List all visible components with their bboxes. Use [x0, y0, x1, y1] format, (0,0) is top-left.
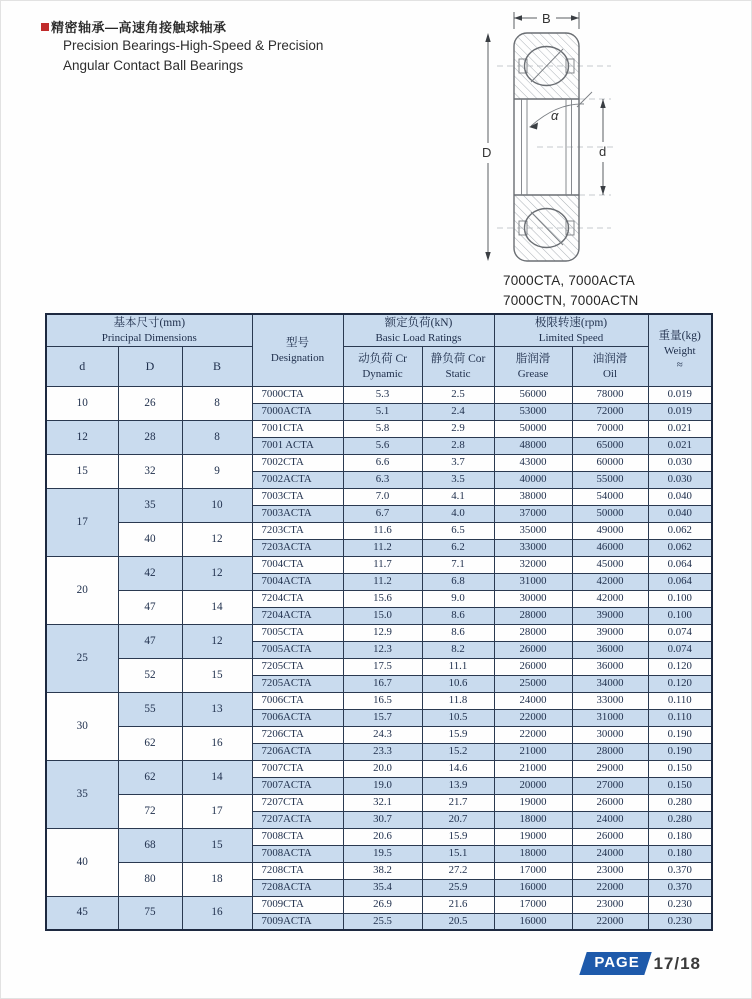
cell-oil-speed: 22000 — [572, 879, 648, 896]
cell-oil-speed: 46000 — [572, 539, 648, 556]
cell-dynamic-load: 32.1 — [343, 794, 422, 811]
cell-oil-speed: 39000 — [572, 607, 648, 624]
cell-bore-diameter: 15 — [46, 454, 118, 488]
cell-grease-speed: 38000 — [494, 488, 572, 505]
title-block — [41, 17, 323, 76]
cell-weight: 0.120 — [648, 675, 712, 692]
cell-weight: 0.230 — [648, 896, 712, 913]
diagram-caption-line2: 7000CTN, 7000ACTN — [503, 293, 639, 308]
cell-grease-speed: 18000 — [494, 811, 572, 828]
cell-designation: 7005ACTA — [252, 641, 343, 658]
cell-dynamic-load: 20.0 — [343, 760, 422, 777]
cell-designation: 7004ACTA — [252, 573, 343, 590]
cell-grease-speed: 31000 — [494, 573, 572, 590]
cell-grease-speed: 37000 — [494, 505, 572, 522]
cell-static-load: 25.9 — [422, 879, 494, 896]
cell-static-load: 15.1 — [422, 845, 494, 862]
cell-grease-speed: 21000 — [494, 760, 572, 777]
cell-dynamic-load: 23.3 — [343, 743, 422, 760]
cell-weight: 0.150 — [648, 777, 712, 794]
cell-grease-speed: 48000 — [494, 437, 572, 454]
cell-static-load: 21.7 — [422, 794, 494, 811]
cell-weight: 0.370 — [648, 879, 712, 896]
cell-outer-diameter: 72 — [118, 794, 182, 828]
cell-dynamic-load: 19.0 — [343, 777, 422, 794]
cell-oil-speed: 50000 — [572, 505, 648, 522]
cell-dynamic-load: 5.6 — [343, 437, 422, 454]
cell-grease-speed: 16000 — [494, 879, 572, 896]
cell-bore-diameter: 25 — [46, 624, 118, 692]
cell-weight: 0.120 — [648, 658, 712, 675]
col-oil-speed: 油润滑 Oil — [572, 346, 648, 386]
cell-designation: 7008CTA — [252, 828, 343, 845]
table-row — [46, 624, 712, 641]
cell-width: 8 — [182, 420, 252, 454]
cell-grease-speed: 21000 — [494, 743, 572, 760]
cell-oil-speed: 65000 — [572, 437, 648, 454]
cell-grease-speed: 50000 — [494, 420, 572, 437]
table-row — [46, 862, 712, 879]
cell-weight: 0.110 — [648, 709, 712, 726]
cell-grease-speed: 17000 — [494, 862, 572, 879]
cell-outer-diameter: 32 — [118, 454, 182, 488]
cell-weight: 0.019 — [648, 403, 712, 420]
cell-designation: 7206ACTA — [252, 743, 343, 760]
cell-designation: 7203ACTA — [252, 539, 343, 556]
cell-weight: 0.021 — [648, 437, 712, 454]
cell-dynamic-load: 11.2 — [343, 539, 422, 556]
cell-oil-speed: 36000 — [572, 658, 648, 675]
col-grease-speed: 脂润滑 Grease — [494, 346, 572, 386]
cell-designation: 7004CTA — [252, 556, 343, 573]
cell-grease-speed: 28000 — [494, 607, 572, 624]
cell-designation: 7208ACTA — [252, 879, 343, 896]
page-title-zh — [41, 17, 323, 36]
cell-oil-speed: 26000 — [572, 794, 648, 811]
bearing-diagram — [441, 3, 752, 311]
cell-dynamic-load: 15.0 — [343, 607, 422, 624]
cell-width: 9 — [182, 454, 252, 488]
cell-weight: 0.370 — [648, 862, 712, 879]
cell-static-load: 11.1 — [422, 658, 494, 675]
cell-width: 16 — [182, 896, 252, 930]
table-row — [46, 794, 712, 811]
cell-static-load: 2.8 — [422, 437, 494, 454]
cell-designation: 7203CTA — [252, 522, 343, 539]
cell-dynamic-load: 12.9 — [343, 624, 422, 641]
spec-table-body — [46, 386, 712, 930]
cell-weight: 0.062 — [648, 522, 712, 539]
cell-oil-speed: 30000 — [572, 726, 648, 743]
cell-dynamic-load: 6.3 — [343, 471, 422, 488]
cell-static-load: 15.9 — [422, 828, 494, 845]
cell-width: 12 — [182, 522, 252, 556]
cell-weight: 0.280 — [648, 794, 712, 811]
cell-grease-speed: 25000 — [494, 675, 572, 692]
cell-width: 10 — [182, 488, 252, 522]
cell-grease-speed: 19000 — [494, 828, 572, 845]
cell-oil-speed: 31000 — [572, 709, 648, 726]
cell-designation: 7204CTA — [252, 590, 343, 607]
col-weight: 重量(kg) Weight ≈ — [648, 314, 712, 386]
cell-static-load: 11.8 — [422, 692, 494, 709]
cell-oil-speed: 24000 — [572, 811, 648, 828]
col-outer-diameter: D — [118, 346, 182, 386]
table-row — [46, 692, 712, 709]
cell-outer-diameter: 80 — [118, 862, 182, 896]
cell-grease-speed: 24000 — [494, 692, 572, 709]
cell-weight: 0.100 — [648, 590, 712, 607]
cell-designation: 7206CTA — [252, 726, 343, 743]
col-group-basic-load-ratings: 额定负荷(kN) Basic Load Ratings — [343, 314, 494, 346]
cell-oil-speed: 39000 — [572, 624, 648, 641]
cell-oil-speed: 72000 — [572, 403, 648, 420]
bullet-square-icon — [41, 23, 49, 31]
cell-designation: 7006CTA — [252, 692, 343, 709]
cell-static-load: 2.4 — [422, 403, 494, 420]
cell-weight: 0.062 — [648, 539, 712, 556]
cell-grease-speed: 35000 — [494, 522, 572, 539]
cell-grease-speed: 22000 — [494, 709, 572, 726]
table-header-row-sub — [46, 346, 712, 386]
cell-weight: 0.064 — [648, 556, 712, 573]
cell-grease-speed: 26000 — [494, 641, 572, 658]
cell-designation: 7207CTA — [252, 794, 343, 811]
cell-bore-diameter: 10 — [46, 386, 118, 420]
cell-oil-speed: 27000 — [572, 777, 648, 794]
cell-designation: 7003ACTA — [252, 505, 343, 522]
cell-static-load: 6.5 — [422, 522, 494, 539]
cell-oil-speed: 34000 — [572, 675, 648, 692]
cell-designation: 7205ACTA — [252, 675, 343, 692]
cell-static-load: 20.7 — [422, 811, 494, 828]
page-badge-label: PAGE — [594, 954, 640, 971]
cell-grease-speed: 30000 — [494, 590, 572, 607]
cell-designation: 7001 ACTA — [252, 437, 343, 454]
cell-static-load: 8.6 — [422, 624, 494, 641]
cell-designation: 7006ACTA — [252, 709, 343, 726]
cell-dynamic-load: 6.7 — [343, 505, 422, 522]
cell-bore-diameter: 35 — [46, 760, 118, 828]
cell-bore-diameter: 20 — [46, 556, 118, 624]
cell-weight: 0.190 — [648, 726, 712, 743]
d-bore-arrow-top — [600, 99, 605, 108]
cell-bore-diameter: 45 — [46, 896, 118, 930]
cell-designation: 7205CTA — [252, 658, 343, 675]
page-number: 17/18 — [653, 953, 701, 973]
cell-designation: 7001CTA — [252, 420, 343, 437]
cell-width: 17 — [182, 794, 252, 828]
cell-dynamic-load: 30.7 — [343, 811, 422, 828]
cell-static-load: 7.1 — [422, 556, 494, 573]
cell-weight: 0.280 — [648, 811, 712, 828]
d-bore-label: d — [599, 144, 607, 159]
table-row — [46, 488, 712, 505]
page-title-zh-text: 精密轴承—高速角接触球轴承 — [51, 20, 227, 35]
cell-width: 12 — [182, 624, 252, 658]
cell-width: 18 — [182, 862, 252, 896]
page-footer — [583, 952, 701, 975]
cell-static-load: 21.6 — [422, 896, 494, 913]
cell-dynamic-load: 5.8 — [343, 420, 422, 437]
cell-bore-diameter: 17 — [46, 488, 118, 556]
cell-designation: 7204ACTA — [252, 607, 343, 624]
col-bore-diameter: d — [46, 346, 118, 386]
cell-grease-speed: 18000 — [494, 845, 572, 862]
cell-weight: 0.019 — [648, 386, 712, 403]
cell-dynamic-load: 15.6 — [343, 590, 422, 607]
cell-grease-speed: 16000 — [494, 913, 572, 930]
cell-bore-diameter: 40 — [46, 828, 118, 896]
table-row — [46, 658, 712, 675]
cell-oil-speed: 54000 — [572, 488, 648, 505]
cell-dynamic-load: 24.3 — [343, 726, 422, 743]
cell-outer-diameter: 40 — [118, 522, 182, 556]
cell-outer-diameter: 52 — [118, 658, 182, 692]
cell-dynamic-load: 7.0 — [343, 488, 422, 505]
cell-oil-speed: 55000 — [572, 471, 648, 488]
page-title-en-line1: Precision Bearings-High-Speed & Precision — [63, 38, 324, 53]
cell-outer-diameter: 55 — [118, 692, 182, 726]
cell-dynamic-load: 6.6 — [343, 454, 422, 471]
d-outer-arrow-bottom — [485, 252, 490, 261]
cell-weight: 0.040 — [648, 488, 712, 505]
cell-oil-speed: 23000 — [572, 896, 648, 913]
cell-outer-diameter: 68 — [118, 828, 182, 862]
cell-static-load: 8.2 — [422, 641, 494, 658]
cell-designation: 7003CTA — [252, 488, 343, 505]
cell-bore-diameter: 12 — [46, 420, 118, 454]
cell-static-load: 15.2 — [422, 743, 494, 760]
cell-designation: 7000ACTA — [252, 403, 343, 420]
col-designation: 型号 Designation — [252, 314, 343, 386]
cell-oil-speed: 28000 — [572, 743, 648, 760]
cell-designation: 7007ACTA — [252, 777, 343, 794]
cell-weight: 0.021 — [648, 420, 712, 437]
table-row — [46, 386, 712, 403]
cell-oil-speed: 23000 — [572, 862, 648, 879]
cell-static-load: 27.2 — [422, 862, 494, 879]
cell-weight: 0.074 — [648, 641, 712, 658]
bearing-cross-section-drawing — [441, 3, 752, 271]
cell-designation: 7207ACTA — [252, 811, 343, 828]
b-arrow-left — [514, 15, 522, 20]
cell-grease-speed: 20000 — [494, 777, 572, 794]
cell-weight: 0.074 — [648, 624, 712, 641]
cell-dynamic-load: 20.6 — [343, 828, 422, 845]
cell-oil-speed: 36000 — [572, 641, 648, 658]
cell-static-load: 4.1 — [422, 488, 494, 505]
cell-outer-diameter: 26 — [118, 386, 182, 420]
cell-outer-diameter: 62 — [118, 760, 182, 794]
cell-dynamic-load: 26.9 — [343, 896, 422, 913]
alpha-label: α — [551, 108, 559, 123]
cell-oil-speed: 49000 — [572, 522, 648, 539]
d-outer-label: D — [482, 145, 492, 160]
cell-oil-speed: 70000 — [572, 420, 648, 437]
cell-static-load: 20.5 — [422, 913, 494, 930]
cell-bore-diameter: 30 — [46, 692, 118, 760]
cell-oil-speed: 24000 — [572, 845, 648, 862]
cell-dynamic-load: 25.5 — [343, 913, 422, 930]
cell-weight: 0.180 — [648, 845, 712, 862]
cell-width: 12 — [182, 556, 252, 590]
cell-grease-speed: 26000 — [494, 658, 572, 675]
cell-designation: 7008ACTA — [252, 845, 343, 862]
cell-dynamic-load: 12.3 — [343, 641, 422, 658]
d-outer-arrow-top — [485, 33, 490, 42]
bearing-spec-table — [45, 313, 713, 931]
cell-oil-speed: 29000 — [572, 760, 648, 777]
cell-dynamic-load: 11.6 — [343, 522, 422, 539]
col-group-limited-speed: 极限转速(rpm) Limited Speed — [494, 314, 648, 346]
cell-outer-diameter: 62 — [118, 726, 182, 760]
cell-static-load: 10.6 — [422, 675, 494, 692]
col-static-load: 静负荷 Cor Static — [422, 346, 494, 386]
cell-oil-speed: 22000 — [572, 913, 648, 930]
table-row — [46, 590, 712, 607]
cell-oil-speed: 60000 — [572, 454, 648, 471]
cell-oil-speed: 42000 — [572, 573, 648, 590]
col-dynamic-load: 动负荷 Cr Dynamic — [343, 346, 422, 386]
table-row — [46, 454, 712, 471]
cell-designation: 7005CTA — [252, 624, 343, 641]
cell-grease-speed: 32000 — [494, 556, 572, 573]
cell-weight: 0.030 — [648, 471, 712, 488]
cell-outer-diameter: 47 — [118, 590, 182, 624]
cell-static-load: 8.6 — [422, 607, 494, 624]
cell-oil-speed: 33000 — [572, 692, 648, 709]
cell-designation: 7000CTA — [252, 386, 343, 403]
cell-static-load: 6.8 — [422, 573, 494, 590]
cell-dynamic-load: 19.5 — [343, 845, 422, 862]
table-row — [46, 522, 712, 539]
col-group-principal-dimensions: 基本尺寸(mm) Principal Dimensions — [46, 314, 252, 346]
cell-designation: 7009ACTA — [252, 913, 343, 930]
cell-grease-speed: 19000 — [494, 794, 572, 811]
table-row — [46, 896, 712, 913]
cell-static-load: 6.2 — [422, 539, 494, 556]
cell-oil-speed: 42000 — [572, 590, 648, 607]
cell-static-load: 2.9 — [422, 420, 494, 437]
cell-static-load: 10.5 — [422, 709, 494, 726]
cell-designation: 7009CTA — [252, 896, 343, 913]
cell-outer-diameter: 42 — [118, 556, 182, 590]
cell-weight: 0.150 — [648, 760, 712, 777]
cell-weight: 0.100 — [648, 607, 712, 624]
cell-dynamic-load: 38.2 — [343, 862, 422, 879]
cell-static-load: 9.0 — [422, 590, 494, 607]
cell-dynamic-load: 15.7 — [343, 709, 422, 726]
cell-dynamic-load: 5.3 — [343, 386, 422, 403]
cell-grease-speed: 28000 — [494, 624, 572, 641]
cell-width: 16 — [182, 726, 252, 760]
table-row — [46, 556, 712, 573]
cell-grease-speed: 17000 — [494, 896, 572, 913]
cell-dynamic-load: 16.5 — [343, 692, 422, 709]
cell-dynamic-load: 11.2 — [343, 573, 422, 590]
cell-width: 14 — [182, 590, 252, 624]
cell-weight: 0.190 — [648, 743, 712, 760]
cell-static-load: 2.5 — [422, 386, 494, 403]
cell-width: 14 — [182, 760, 252, 794]
cell-width: 8 — [182, 386, 252, 420]
cell-outer-diameter: 47 — [118, 624, 182, 658]
cell-weight: 0.040 — [648, 505, 712, 522]
cell-static-load: 14.6 — [422, 760, 494, 777]
table-row — [46, 760, 712, 777]
cell-static-load: 15.9 — [422, 726, 494, 743]
cell-grease-speed: 33000 — [494, 539, 572, 556]
d-bore-arrow-bottom — [600, 186, 605, 195]
cell-weight: 0.030 — [648, 454, 712, 471]
cell-outer-diameter: 75 — [118, 896, 182, 930]
cell-designation: 7002CTA — [252, 454, 343, 471]
cell-grease-speed: 40000 — [494, 471, 572, 488]
cell-dynamic-load: 35.4 — [343, 879, 422, 896]
diagram-caption-line1: 7000CTA, 7000ACTA — [503, 273, 635, 288]
cell-width: 15 — [182, 828, 252, 862]
table-row — [46, 420, 712, 437]
page-title-en-line2: Angular Contact Ball Bearings — [63, 58, 244, 73]
cell-dynamic-load: 5.1 — [343, 403, 422, 420]
cell-grease-speed: 56000 — [494, 386, 572, 403]
cell-weight: 0.230 — [648, 913, 712, 930]
cell-designation: 7208CTA — [252, 862, 343, 879]
cell-outer-diameter: 28 — [118, 420, 182, 454]
cell-weight: 0.180 — [648, 828, 712, 845]
cell-oil-speed: 45000 — [572, 556, 648, 573]
cell-dynamic-load: 16.7 — [343, 675, 422, 692]
table-row — [46, 828, 712, 845]
cell-width: 13 — [182, 692, 252, 726]
cell-dynamic-load: 11.7 — [343, 556, 422, 573]
cell-weight: 0.110 — [648, 692, 712, 709]
cell-static-load: 3.7 — [422, 454, 494, 471]
cell-designation: 7007CTA — [252, 760, 343, 777]
col-width: B — [182, 346, 252, 386]
cell-static-load: 4.0 — [422, 505, 494, 522]
cell-grease-speed: 53000 — [494, 403, 572, 420]
cell-grease-speed: 22000 — [494, 726, 572, 743]
table-row — [46, 726, 712, 743]
cell-static-load: 3.5 — [422, 471, 494, 488]
b-label: B — [542, 11, 551, 26]
cell-static-load: 13.9 — [422, 777, 494, 794]
cell-oil-speed: 26000 — [572, 828, 648, 845]
table-header-row-groups — [46, 314, 712, 346]
cell-dynamic-load: 17.5 — [343, 658, 422, 675]
cell-outer-diameter: 35 — [118, 488, 182, 522]
cell-designation: 7002ACTA — [252, 471, 343, 488]
cell-grease-speed: 43000 — [494, 454, 572, 471]
cell-weight: 0.064 — [648, 573, 712, 590]
cell-oil-speed: 78000 — [572, 386, 648, 403]
cell-width: 15 — [182, 658, 252, 692]
b-arrow-right — [571, 15, 579, 20]
page-badge — [579, 952, 652, 975]
